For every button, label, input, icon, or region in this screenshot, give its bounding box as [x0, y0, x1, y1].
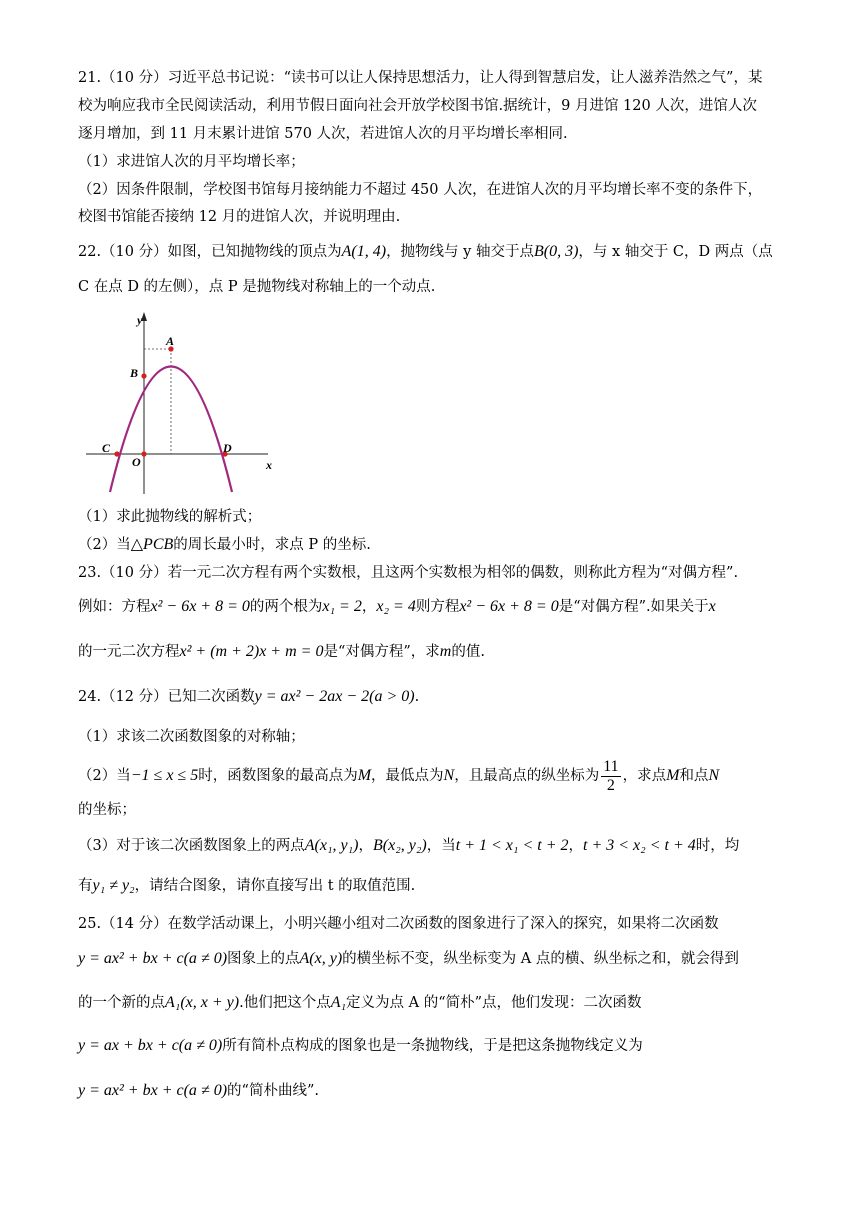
label-b: B	[130, 366, 139, 380]
equation-target: x² + (m + 2)x + m = 0	[179, 643, 324, 660]
fraction-11-over-2: $\frac{11}{2}$	[603, 757, 619, 794]
equation-example-2: x² − 6x + 8 = 0	[459, 598, 559, 615]
condition-x1: t + 1 < x₁ < t + 2	[455, 837, 569, 854]
q25-line-3: 的一个新的点A₁(x, x + y).他们把这个点A₁定义为点 A 的“简朴”点，他们发现：二次函数	[78, 994, 642, 1011]
q22-part-2: （2）当△PCB的周长最小时，求点 P 的坐标.	[78, 536, 371, 553]
q25-line-5: y = ax² + bx + c(a ≠ 0)的“简朴曲线”.	[78, 1082, 319, 1099]
q24-part-2: （2）当−1 ≤ x ≤ 5时，函数图象的最高点为M，最低点为N，且最高点的纵坐标为 $\frac{11}{2}$ ，求点M和点N	[78, 757, 720, 794]
triangle-pcb: △PCB	[130, 536, 174, 553]
q25-line-2: y = ax² + bx + c(a ≠ 0)图象上的点A(x, y)的横坐标不变，纵坐标变为 A 点的横、纵坐标之和，就会得到	[78, 950, 739, 967]
q21-line-1: 21.（10 分）习近平总书记说：“读书可以让人保持思想活力，让人得到智慧启发，让人滋养浩然之气”，某	[78, 70, 763, 86]
q23-line-1: 23.（10 分）若一元二次方程有两个实数根，且这两个实数根为相邻的偶数，则称此方程为“对偶方程”.	[78, 565, 739, 581]
q25-equation-2: y = ax + bx + c(a ≠ 0)	[78, 1037, 223, 1054]
parabola-figure	[80, 308, 280, 498]
label-x: x	[266, 458, 272, 472]
label-o: O	[132, 455, 141, 469]
q25-equation-3: y = ax² + bx + c(a ≠ 0)	[78, 1082, 228, 1099]
q21-part-2: （2）因条件限制，学校图书馆每月接纳能力不超过 450 人次，在进馆人次的月平均增长率不变的条件下，	[78, 182, 763, 198]
q23-line-2: 例如：方程x² − 6x + 8 = 0的两个根为x₁ = 2，x₂ = 4则方程x² − 6x + 8 = 0是“对偶方程”.如果关于x	[78, 598, 716, 615]
point-a1: A(x₁, y₁)	[304, 837, 359, 854]
equation-example: x² − 6x + 8 = 0	[150, 598, 250, 615]
q24-part-1: （1）求该二次函数图象的对称轴；	[78, 729, 305, 745]
q21-part-2-cont: 校图书馆能否接纳 12 月的进馆人次，并说明理由.	[78, 209, 401, 225]
q25-line-1: 25.（14 分）在数学活动课上，小明兴趣小组对二次函数的图象进行了深入的探究，如果将二次函数	[78, 916, 719, 932]
q25-point-a: A(x, y)	[299, 950, 343, 967]
q21-line-3: 逐月增加，到 11 月末累计进馆 570 人次，若进馆人次的月平均增长率相同.	[78, 126, 568, 142]
q24-line-1: 24.（12 分）已知二次函数y = ax² − 2ax − 2(a > 0).	[78, 688, 420, 705]
q25-equation-1: y = ax² + bx + c(a ≠ 0)	[78, 950, 228, 967]
label-y: y	[137, 313, 143, 327]
x-range: −1 ≤ x ≤ 5	[130, 767, 199, 784]
q24-part-3: （3）对于该二次函数图象上的两点A(x₁, y₁)，B(x₂, y₂)，当t + 1 < x₁ < t + 2，t + 3 < x₂ < t + 4时，均	[78, 837, 740, 854]
point-b2: B(x₂, y₂)	[373, 837, 427, 854]
vertex-point: A(1, 4)	[341, 243, 387, 260]
root-2: x₂ = 4	[376, 598, 416, 615]
label-d: D	[223, 441, 232, 455]
label-a: A	[166, 334, 175, 348]
q22-line-2: C 在点 D 的左侧），点 P 是抛物线对称轴上的一个动点.	[78, 279, 436, 295]
q25-point-a1: A₁(x, x + y)	[165, 994, 240, 1011]
quadratic-function: y = ax² − 2ax − 2(a > 0)	[254, 688, 415, 705]
condition-x2: t + 3 < x₂ < t + 4	[583, 837, 696, 854]
point-b-marker	[141, 373, 146, 378]
q22-part-1: （1）求此抛物线的解析式；	[78, 509, 262, 525]
q21-part-1: （1）求进馆人次的月平均增长率；	[78, 154, 305, 170]
y-not-equal: y₁ ≠ y₂	[92, 877, 135, 894]
q25-line-4: y = ax + bx + c(a ≠ 0)所有简朴点构成的图象也是一条抛物线，于是把这条抛物线定义为	[78, 1037, 643, 1054]
q24-part-2-cont: 的坐标；	[78, 802, 136, 818]
q22-line-1: 22.（10 分）如图，已知抛物线的顶点为A(1, 4)，抛物线与 y 轴交于点B(0, 3)，与 x 轴交于 C，D 两点（点	[78, 243, 773, 260]
point-c-marker	[114, 451, 119, 456]
q23-line-3: 的一元二次方程x² + (m + 2)x + m = 0是“对偶方程”，求m的值.	[78, 643, 485, 660]
point-o-marker	[141, 451, 146, 456]
y-intercept-point: B(0, 3)	[533, 243, 579, 260]
root-1: x₁ = 2	[322, 598, 362, 615]
q24-part-3-cont: 有y₁ ≠ y₂，请结合图象，请你直接写出 t 的取值范围.	[78, 877, 416, 894]
q21-line-2: 校为响应我市全民阅读活动，利用节假日面向社会开放学校图书馆.据统计，9 月进馆 120 人次，进馆人次	[78, 98, 757, 114]
label-c: C	[102, 441, 111, 455]
